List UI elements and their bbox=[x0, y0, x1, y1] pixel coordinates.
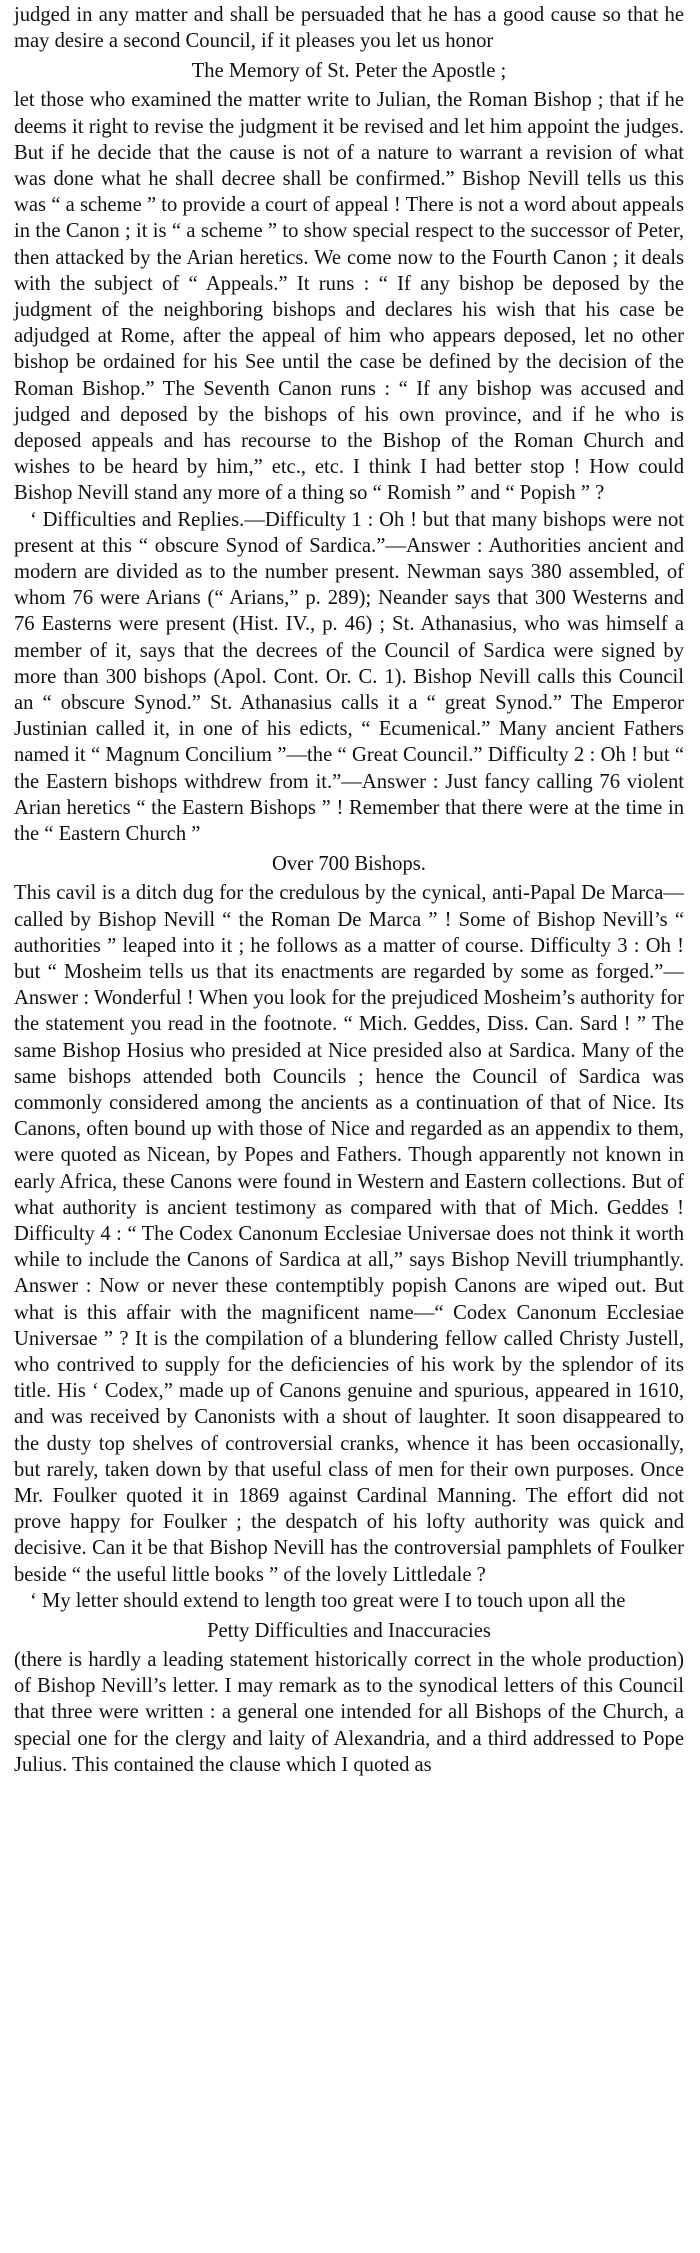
paragraph-letter-length: ‘ My letter should extend to length too great were I to touch upon all the bbox=[30, 1589, 626, 1612]
paragraph-synodical-letters: (there is hardly a leading statement historically correct in the whole production) of Bishop Nevill’s letter. I may remark as to the synodical letters of this Council that three were written : a general one intended for all Bishops of the Church, a special one for the clergy and laity of Alexandria, and a third addressed to Pope Julius. This contained the clause which I quoted as bbox=[14, 1648, 684, 1776]
subheading-memory-of-st-peter: The Memory of St. Peter the Apostle ; bbox=[191, 60, 507, 83]
opening-paragraph: judged in any matter and shall be persuaded that he has a good cause so that he may desire a second Council, if it pleases you let us honor bbox=[14, 4, 684, 53]
paragraph-difficulties-and-replies: ‘ Difficulties and Replies.—Difficulty 1 : Oh ! but that many bishops were not present at this “ obscure Synod of Sardica.”—Answer : Authorities ancient and modern are divided as to the number present. Newman says 380 assembled, of whom 76 were Arians (“ Arians,” p. 289); Neander says that 300 Westerns and 76 Easterns were present (Hist. IV., p. 46) ; St. Athanasius, who was himself a member of it, says that the decrees of the Council of Sardica were signed by more than 300 bishops (Apol. Cont. Or. C. 1). Bishop Nevill calls this Council an “ obscure Synod.” St. Athanasius calls it a “ great Synod.” The Emperor Justinian called it, in one of his edicts, “ Ecumenical.” Many ancient Fathers named it “ Magnum Concilium ”—the “ Great Council.” Difficulty 2 : Oh ! but “ the Eastern bishops withdrew from it.”—Answer : Just fancy calling 76 violent Arian heretics “ the Eastern Bishops ” ! Remember that there were at the time in the “ Eastern Church ” bbox=[14, 508, 684, 846]
paragraph-cavil: This cavil is a ditch dug for the credulous by the cynical, anti-Papal De Marca—called by Bishop Nevill “ the Roman De Marca ” ! Some of Bishop Nevill’s “ authorities ” leaped into it ; he follows as a matter of course. Difficulty 3 : Oh ! but “ Mosheim tells us that its enactments are regarded by some as forged.”—Answer : Wonderful ! When you look for the prejudiced Mosheim’s authority for the statement you read in the footnote. “ Mich. Geddes, Diss. Can. Sard ! ” The same Bishop Hosius who presided at Nice presided also at Sardica. Many of the same bishops attended both Councils ; hence the Council of Sardica was commonly considered among the ancients as a continuation of that of Nice. Its Canons, often bound up with those of Nice and regarded as an appendix to them, were quoted as Nicean, by Popes and Fathers. Though apparently not known in early Africa, these Canons were found in Western and Eastern collections. But of what authority is ancient testimony as compared with that of Mich. Geddes ! Difficulty 4 : “ The Codex Canonum Ecclesiae Universae does not think it worth while to include the Canons of Sardica at all,” says Bishop Nevill triumphantly. Answer : Now or never these contemptibly popish Canons are wiped out. But what is this affair with the magnificent name—“ Codex Canonum Ecclesiae Universae ” ? It is the compilation of a blundering fellow called Christy Justell, who contrived to supply for the deficiencies of his work by the splendor of its title. His ‘ Codex,” made up of Canons genuine and spurious, appeared in 1610, and was received by Canonists with a shout of laughter. It soon disappeared to the dusty top shelves of controversial cranks, whence it has been occasionally, but rarely, taken down by that useful class of men for their own purposes. Once Mr. Foulker quoted it in 1869 against Cardinal Manning. The effort did not prove happy for Foulker ; the despatch of his lofty authority was quick and decisive. Can it be that Bishop Nevill has the controversial pamphlets of Foulker beside “ the useful little books ” of the lovely Littledale ? bbox=[14, 882, 684, 1586]
paragraph-canons: let those who examined the matter write to Julian, the Roman Bishop ; that if he deems it right to revise the judgment it be revised and let him appoint the judges. But if he decide that the cause is not of a nature to warrant a revision of what was done what he shall decree shall be confirmed.” Bishop Nevill tells us this was “ a scheme ” to provide a court of appeal ! There is not a word about appeals in the Canon ; it is “ a scheme ” to show special respect to the successor of Peter, then attacked by the Arian heretics. We come now to the Fourth Canon ; it deals with the subject of “ Appeals.” It runs : “ If any bishop be deposed by the judgment of the neighboring bishops and declares his wish that his case be adjudged at Rome, after the appeal of him who appears deposed, let no other bishop be ordained for his See until the case be defined by the decision of the Roman Bishop.” The Seventh Canon runs : “ If any bishop was accused and judged and deposed by the bishops of his own province, and if he who is deposed appeals and has recourse to the Bishop of the Roman Church and wishes to be heard by him,” etc., etc. I think I had better stop ! How could Bishop Nevill stand any more of a thing so “ Romish ” and “ Popish ” ? bbox=[14, 89, 684, 505]
subheading-petty-difficulties: Petty Difficulties and Inaccuracies bbox=[207, 1619, 491, 1642]
subheading-over-700-bishops: Over 700 Bishops. bbox=[272, 853, 426, 876]
